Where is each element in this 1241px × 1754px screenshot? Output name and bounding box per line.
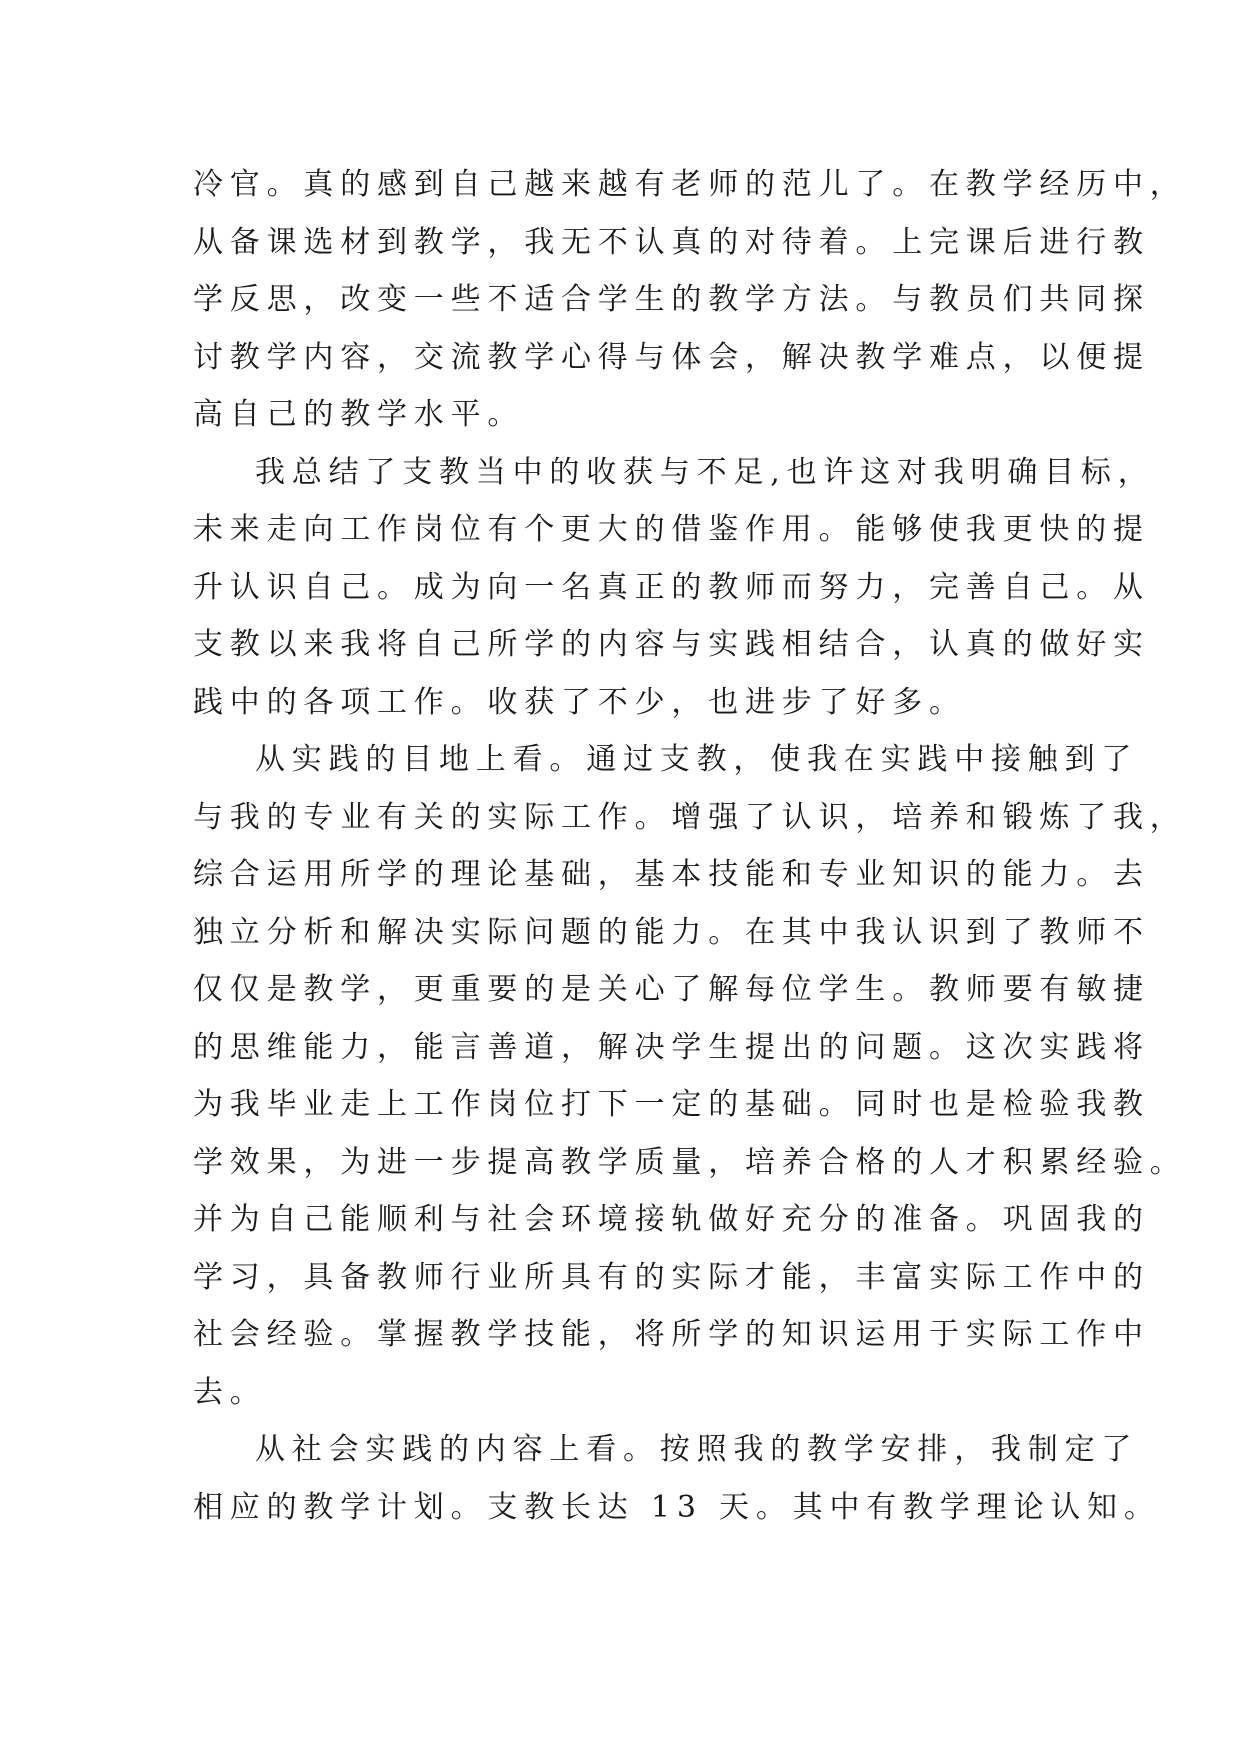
text-line: 支教以来我将自己所学的内容与实践相结合，认真的做好实 (193, 627, 1150, 662)
text-line: 社会经验。掌握教学技能，将所学的知识运用于实际工作中 (193, 1317, 1150, 1352)
text-line: 与我的专业有关的实际工作。增强了认识，培养和锻炼了我， (193, 799, 1187, 835)
text-line: 冷官。真的感到自己越来越有老师的范儿了。在教学经历中， (193, 167, 1187, 202)
text-line: 的思维能力，能言善道，解决学生提出的问题。这次实践将 (193, 1029, 1150, 1065)
text-line: 学习，具备教师行业所具有的实际才能，丰富实际工作中的 (193, 1259, 1150, 1295)
paragraph-1 (193, 156, 1187, 444)
text-line: 去。 (193, 1374, 267, 1410)
text-line: 相应的教学计划。支教长达 13 天。其中有教学理论认知。 (193, 1489, 1161, 1525)
paragraph-3 (193, 731, 1187, 1421)
paragraph-2 (193, 444, 1155, 732)
text-line: 学效果，为进一步提高教学质量，培养合格的人才积累经验。 (193, 1144, 1187, 1180)
text-line: 学反思，改变一些不适合学生的教学方法。与教员们共同探 (193, 282, 1150, 317)
text-line: 独立分析和解决实际问题的能力。在其中我认识到了教师不 (193, 914, 1150, 950)
text-line: 从社会实践的内容上看。按照我的教学安排，我制定了 (255, 1432, 1139, 1467)
text-line: 未来走向工作岗位有个更大的借鉴作用。能够使我更快的提 (193, 512, 1150, 547)
text-line: 并为自己能顺利与社会环境接轨做好充分的准备。巩固我的 (193, 1202, 1150, 1237)
document-page (193, 156, 1187, 1536)
text-line: 升认识自己。成为向一名真正的教师而努力，完善自己。从 (193, 569, 1150, 605)
text-line: 从备课选材到教学，我无不认真的对待着。上完课后进行教 (193, 224, 1150, 260)
text-line: 践中的各项工作。收获了不少，也进步了好多。 (193, 684, 966, 720)
text-line: 我总结了支教当中的收获与不足,也许这对我明确目标， (255, 454, 1155, 490)
text-line: 讨教学内容，交流教学心得与体会，解决教学难点，以便提 (193, 339, 1150, 375)
paragraph-4 (193, 1421, 1161, 1536)
text-line: 从实践的目地上看。通过支教，使我在实践中接触到了 (255, 742, 1139, 777)
text-line: 高自己的教学水平。 (193, 397, 525, 432)
text-line: 为我毕业走上工作岗位打下一定的基础。同时也是检验我教 (193, 1087, 1150, 1122)
text-line: 仅仅是教学，更重要的是关心了解每位学生。教师要有敏捷 (193, 972, 1150, 1007)
text-line: 综合运用所学的理论基础，基本技能和专业知识的能力。去 (193, 857, 1150, 892)
